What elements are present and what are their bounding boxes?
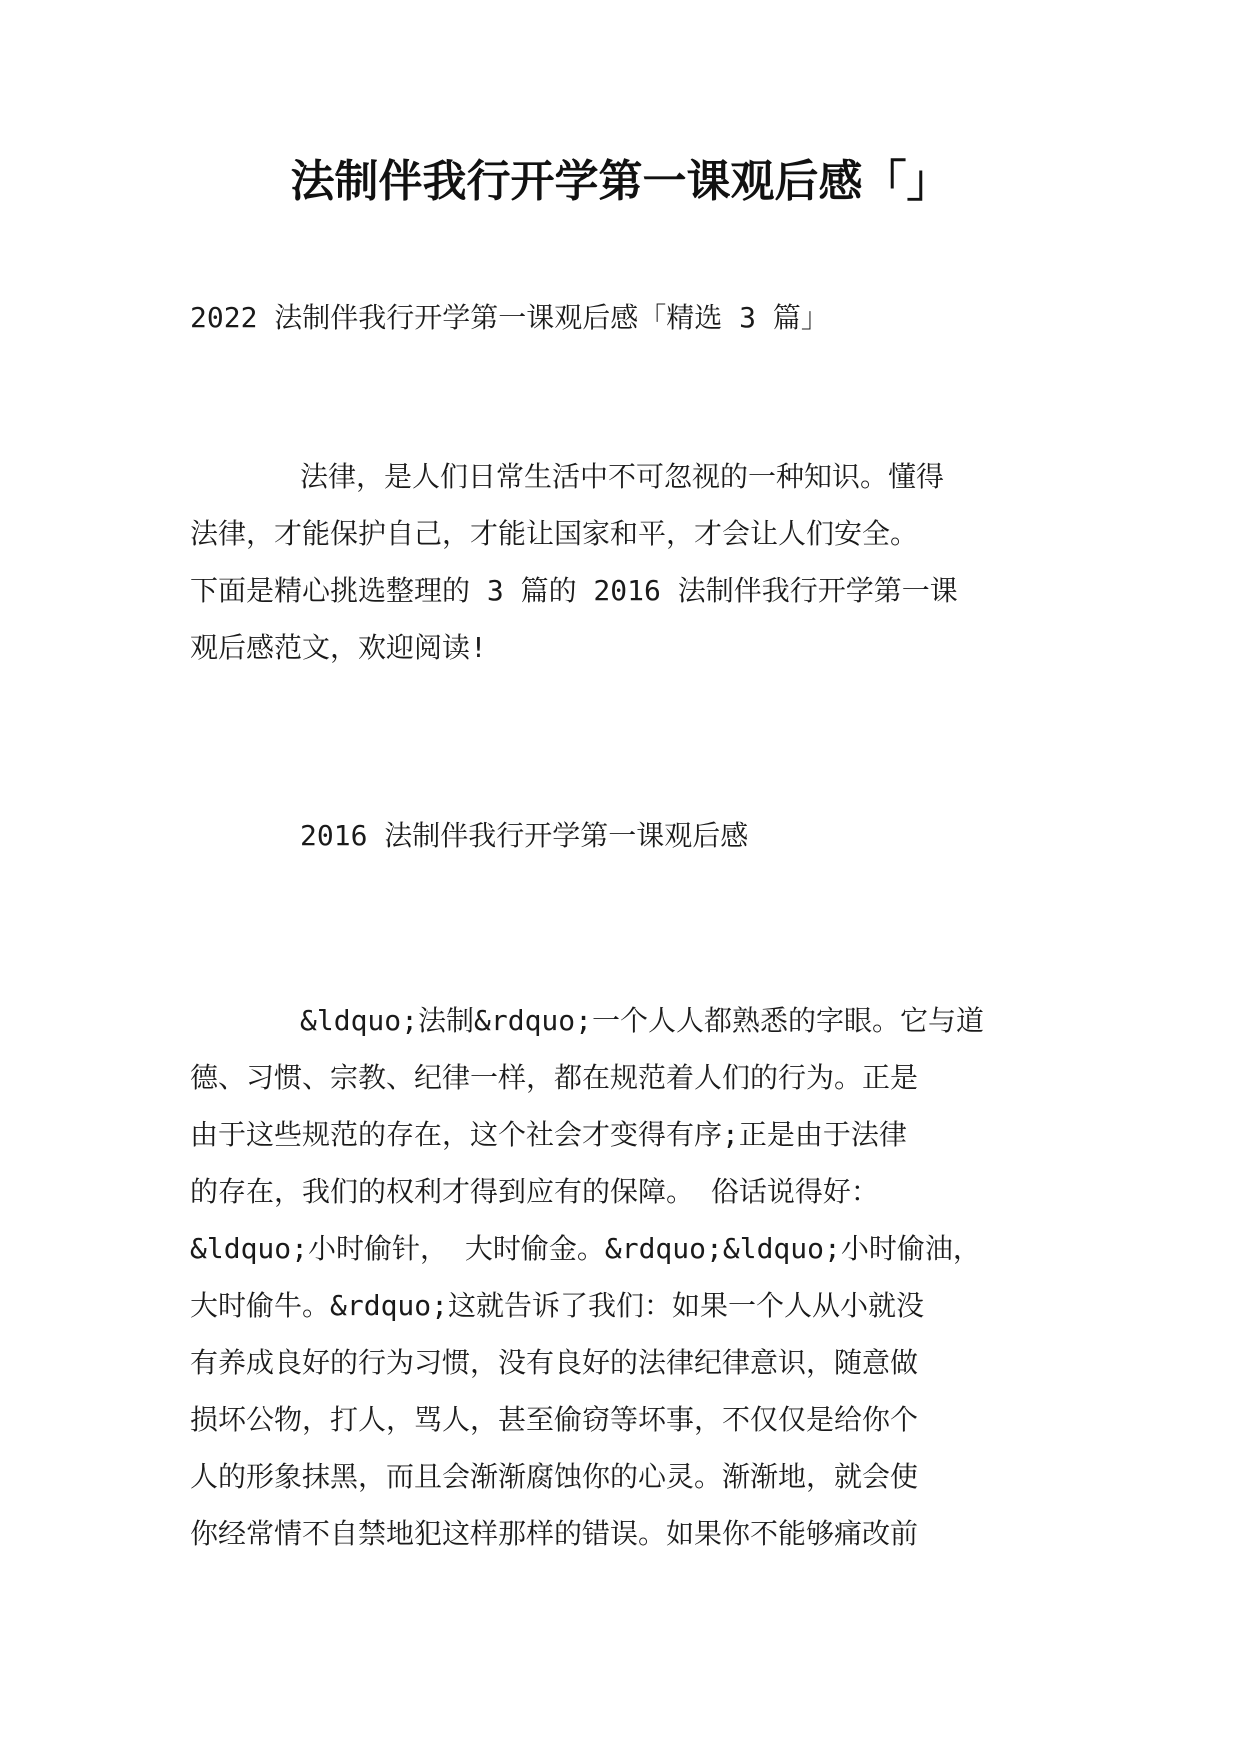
section-heading: 2016 法制伴我行开学第一课观后感	[300, 819, 749, 852]
intro-line: 下面是精心挑选整理的 3 篇的 2016 法制伴我行开学第一课	[190, 574, 958, 607]
body-line: &ldquo;法制&rdquo;一个人人都熟悉的字眼。它与道	[300, 1004, 985, 1037]
intro-line: 法律，是人们日常生活中不可忽视的一种知识。懂得	[300, 460, 945, 493]
intro-line: 观后感范文，欢迎阅读!	[190, 631, 487, 664]
body-line: 有养成良好的行为习惯，没有良好的法律纪律意识，随意做	[190, 1346, 919, 1379]
intro-paragraph	[190, 448, 1060, 676]
body-line: 的存在，我们的权利才得到应有的保障。 俗话说得好：	[190, 1175, 879, 1208]
body-line: 人的形象抹黑，而且会渐渐腐蚀你的心灵。渐渐地，就会使	[190, 1460, 919, 1493]
body-line: 由于这些规范的存在，这个社会才变得有序;正是由于法律	[190, 1118, 907, 1151]
body-line: 大时偷牛。&rdquo;这就告诉了我们：如果一个人从小就没	[190, 1289, 925, 1322]
body-paragraph	[190, 992, 1060, 1562]
body-line: 你经常情不自禁地犯这样那样的错误。如果你不能够痛改前	[190, 1517, 919, 1550]
body-line: 损坏公物，打人，骂人，甚至偷窃等坏事，不仅仅是给你个	[190, 1403, 919, 1436]
document-subtitle: 2022 法制伴我行开学第一课观后感「精选 3 篇」	[190, 301, 829, 334]
intro-line: 法律，才能保护自己，才能让国家和平，才会让人们安全。	[190, 517, 919, 550]
body-line: &ldquo;小时偷针， 大时偷金。&rdquo;&ldquo;小时偷油，	[190, 1232, 981, 1265]
body-line: 德、习惯、宗教、纪律一样，都在规范着人们的行为。正是	[190, 1061, 919, 1094]
document-title: 法制伴我行开学第一课观后感「」	[290, 156, 951, 207]
